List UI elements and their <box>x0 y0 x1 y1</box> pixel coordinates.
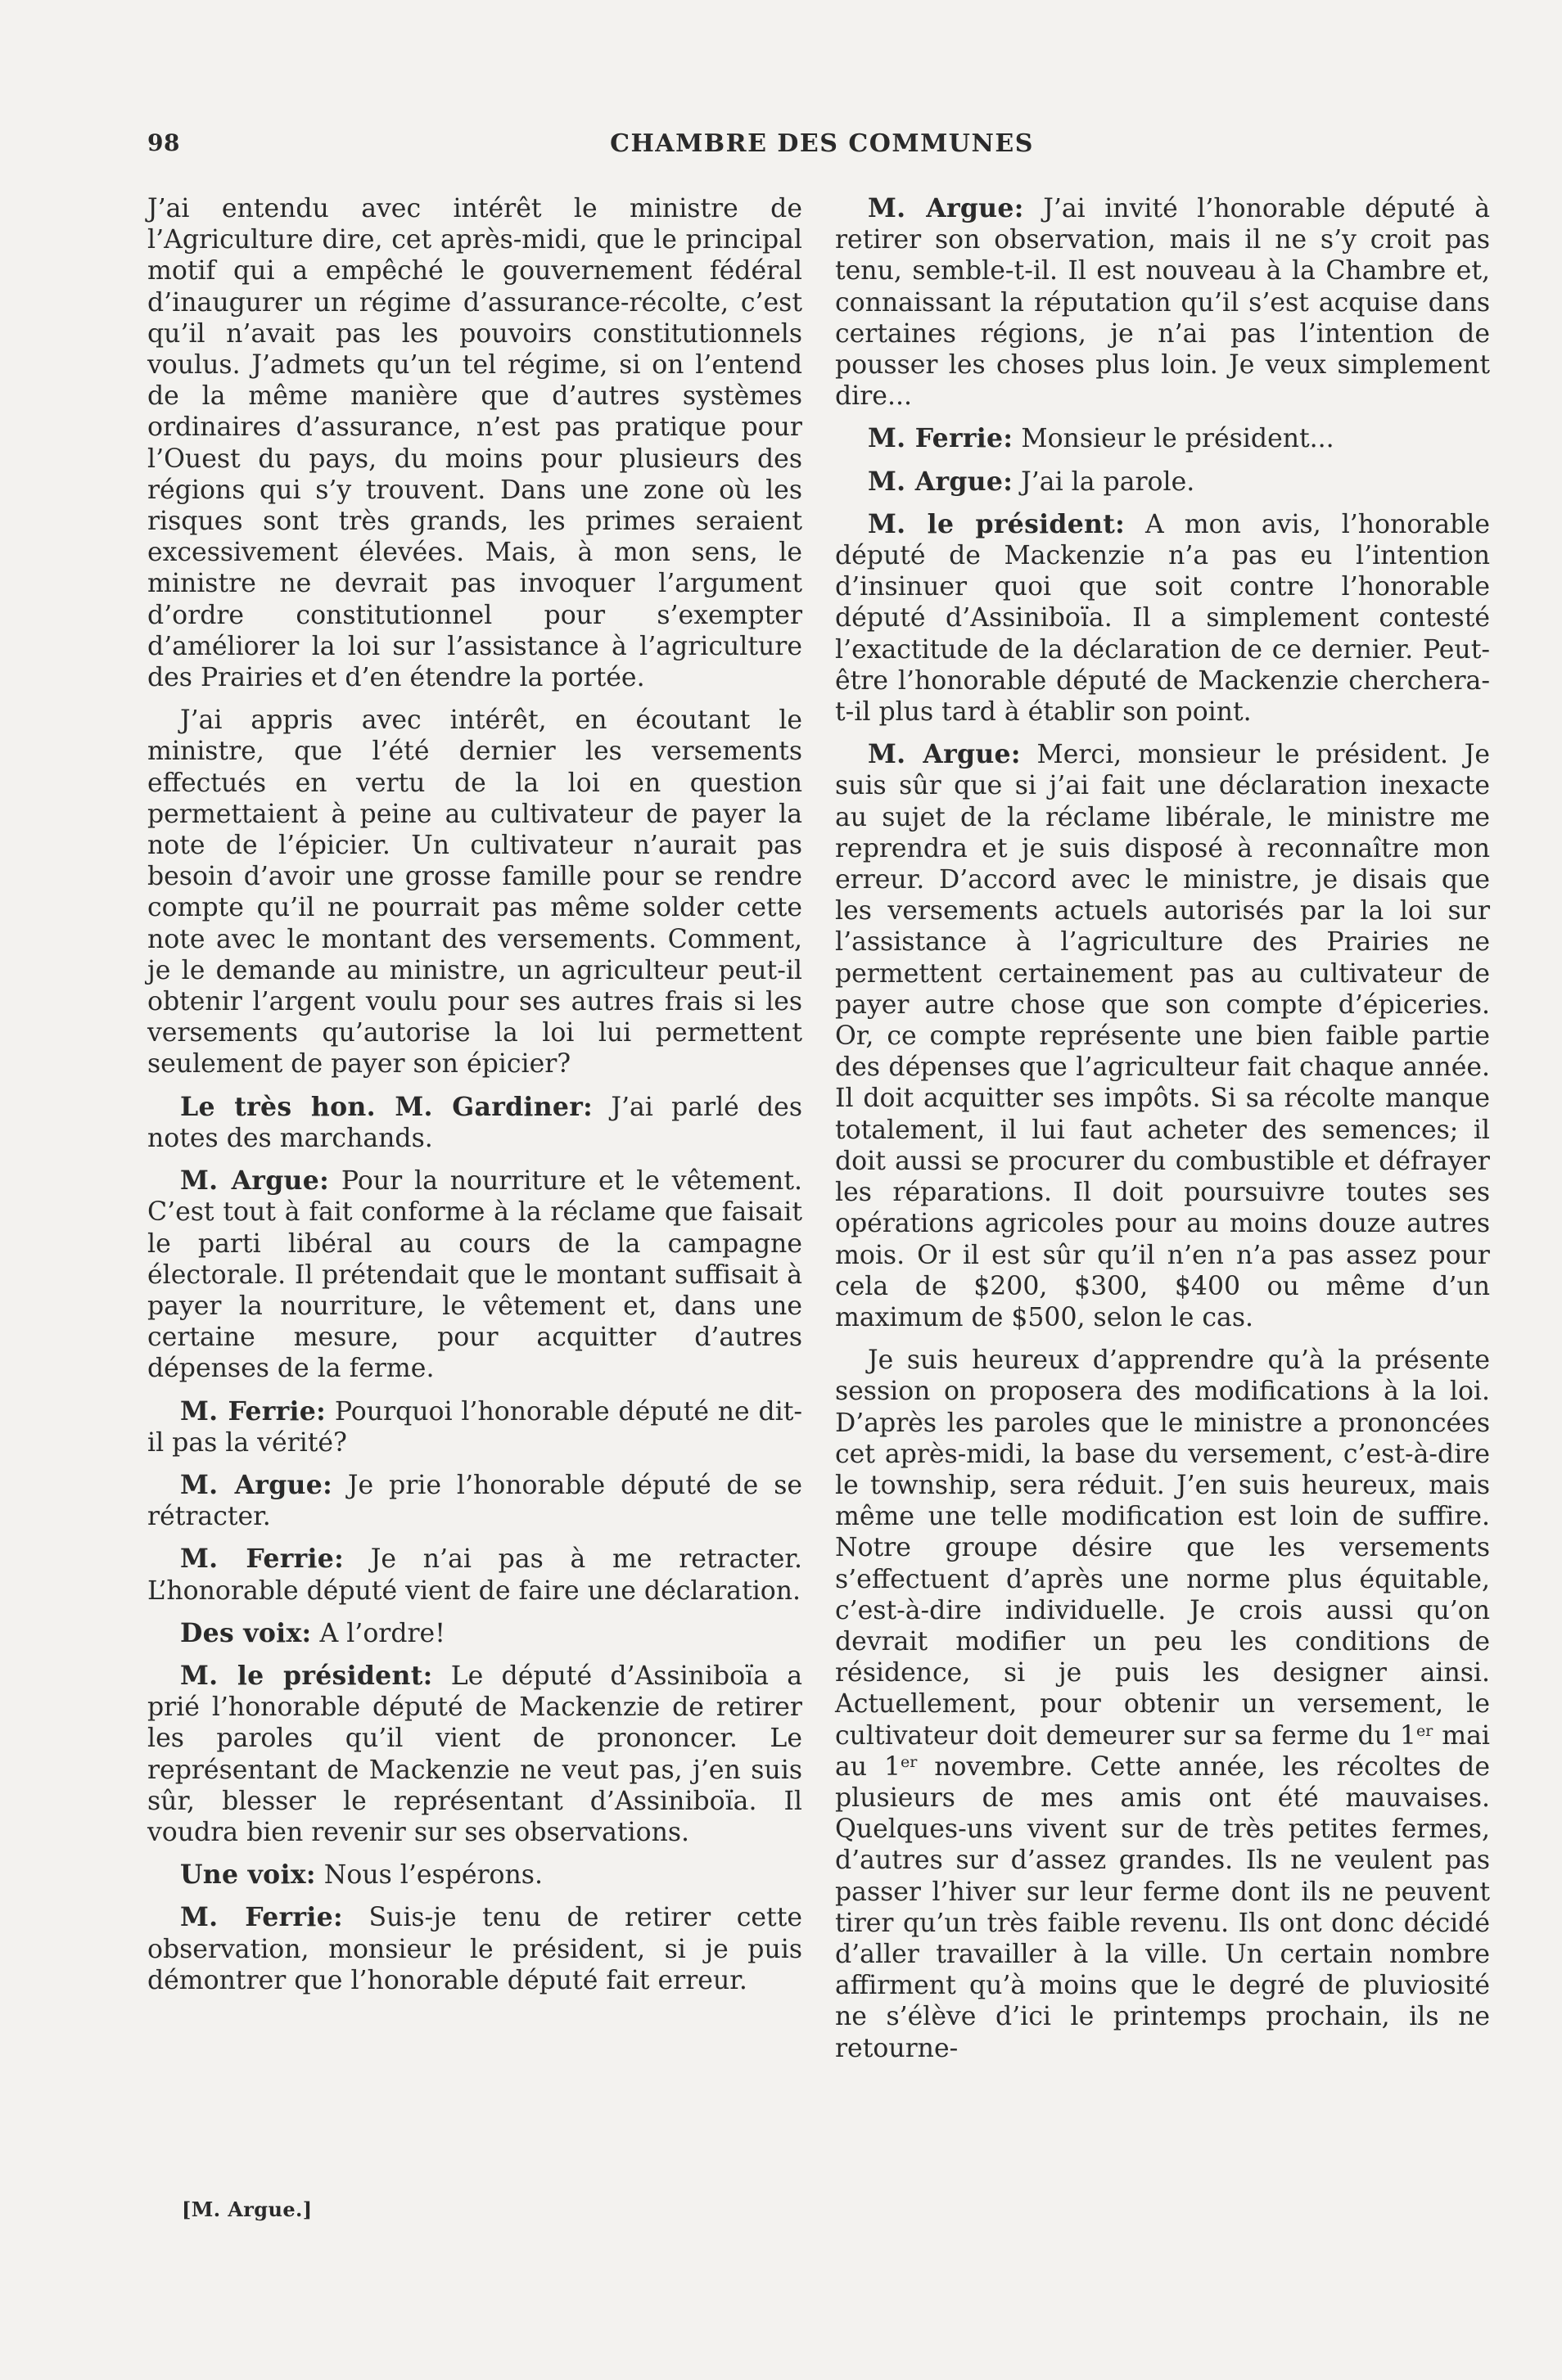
ordinal-superscript: er <box>1415 1721 1433 1740</box>
speech: M. Ferrie: Suis-je tenu de retirer cette observation, monsieur le président, si je puis démontrer que l’honorable député fait erreur. <box>147 1902 803 1995</box>
speech: M. Argue: Merci, monsieur le président. Je suis sûr que si j’ai fait une déclaration inexacte au sujet de la réclame libérale, le ministre me reprendra et je suis disposé à reconnaître mon erreur. D’accord avec le ministre, je disais que les versements actuels autorisés par la loi sur l’assistance à l’agriculture des Prairies ne permettent certainement pas au cultivateur de payer autre chose que son compte d’épiceries. Or, ce compte représente une bien faible partie des dépenses que l’agriculteur fait chaque année. Il doit acquitter ses impôts. Si sa récolte manque totalement, il lui faut acheter des semences; il doit aussi se procurer du combustible et défrayer les réparations. Il doit poursuivre toutes ses opérations agricoles pour au moins douze autres mois. Or il est sûr qu’il n’en n’a pas assez pour cela de $200, $300, $400 ou même d’un maximum de $500, selon le cas. <box>835 739 1491 1332</box>
paragraph: J’ai appris avec intérêt, en écoutant le ministre, que l’été dernier les versements effectués en vertu de la loi en question permettaient à peine au cultivateur de payer la note de l’épicier. Un cultivateur n’aurait pas besoin d’avoir une grosse famille pour se rendre compte qu’il ne pourrait pas même solder cette note avec le montant des versements. Comment, je le demande au ministre, un agriculteur peut-il obtenir l’argent voulu pour ses autres frais si les versements qu’autorise la loi lui permettent seulement de payer son épicier? <box>147 705 802 1080</box>
page-number: 98 <box>147 129 180 156</box>
left-column <box>147 193 802 2008</box>
paragraph: Je suis heureux d’apprendre qu’à la présente session on proposera des modifications à la loi. D’après les paroles que le ministre a prononcées cet après-midi, la base du versement, c’est-à-dire le township, sera réduit. J’en suis heureux, mais même une telle modification est loin de suffire. Notre groupe désire que les versements s’effectuent d’après une norme plus équitable, c’est-à-dire individuelle. Je crois aussi qu’on devrait modifier un peu les conditions de résidence, si je puis les designer ainsi. Actuellement, pour obtenir un versement, le cultivateur doit demeurer sur sa ferme du 1er mai au 1er novembre. Cette année, les récoltes de plusieurs de mes amis ont été mauvaises. Quelques-uns vivent sur de très petites fermes, d’autres sur d’assez grandes. Ils ne veulent pas passer l’hiver sur leur ferme dont ils ne peuvent tirer qu’un très faible revenu. Ils ont donc décidé d’aller travailler à la ville. Un certain nombre affirment qu’à moins que le degré de pluviosité ne s’élève d’ici le printemps prochain, ils ne retourne- <box>835 1346 1490 2063</box>
speaker-footer-note: [M. Argue.] <box>182 2197 313 2221</box>
speaker-name: Le très hon. M. Gardiner: <box>180 1091 594 1122</box>
speaker-name: M. Argue: <box>180 1165 330 1197</box>
speech: M. le président: A mon avis, l’honorable député de Mackenzie n’a pas eu l’intention d’insinuer quoi que soit contre l’honorable député d’Assiniboïa. Il a simplement contesté l’exactitude de la déclaration de ce dernier. Peut-être l’honorable député de Mackenzie cherchera-t-il plus tard à établir son point. <box>835 508 1491 728</box>
speech: Des voix: A l’ordre! <box>180 1617 445 1648</box>
speech: M. Ferrie: Monsieur le président... <box>868 423 1334 454</box>
speaker-name: M. Argue: <box>868 193 1024 223</box>
speaker-name: M. Ferrie: <box>868 423 1013 454</box>
ordinal-superscript: er <box>901 1752 918 1771</box>
speech: Une voix: Nous l’espérons. <box>180 1859 543 1891</box>
speaker-name: M. Argue: <box>868 739 1021 770</box>
paragraph: J’ai entendu avec intérêt le ministre de l’Agriculture dire, cet après-midi, que le principal motif qui a empêché le gouvernement fédéral d’inaugurer un régime d’assurance-récolte, c’est qu’il n’avait pas les pouvoirs constitutionnels voulus. J’admets qu’un tel régime, si on l’entend de la même manière que d’autres systèmes ordinaires d’assurance, n’est pas pratique pour l’Ouest du pays, du moins pour plusieurs des régions qui s’y trouvent. Dans une zone où les risques sont très grands, les primes seraient excessivement élevées. Mais, à mon sens, le ministre ne devrait pas invoquer l’argument d’ordre constitutionnel pour s’exempter d’améliorer la loi sur l’assistance à l’agriculture des Prairies et d’en étendre la portée. <box>147 194 802 693</box>
speech: M. Argue: Je prie l’honorable député de se rétracter. <box>147 1469 802 1532</box>
speaker-name: Des voix: <box>180 1617 312 1648</box>
speech: Le très hon. M. Gardiner: J’ai parlé des notes des marchands. <box>147 1091 802 1153</box>
speaker-name: Une voix: <box>180 1859 316 1891</box>
speaker-name: M. Argue: <box>180 1469 333 1500</box>
speaker-name: M. Argue: <box>868 466 1013 497</box>
speaker-name: M. Ferrie: <box>180 1902 343 1933</box>
speech: M. Argue: J’ai invité l’honorable député à retirer son observation, mais il ne s’y croit pas tenu, semble-t-il. Il est nouveau à la Chambre et, connaissant la réputation qu’il s’est acquise dans certaines régions, je n’ai pas l’intention de pousser les choses plus loin. Je veux simplement dire... <box>835 193 1490 412</box>
page-header <box>147 129 1497 169</box>
speaker-name: M. Ferrie: <box>180 1544 345 1575</box>
speech: M. Ferrie: Pourquoi l’honorable député ne dit-il pas la vérité? <box>147 1395 803 1458</box>
speaker-name: M. le président: <box>180 1660 433 1691</box>
speech: M. Argue: Pour la nourriture et le vêtement. C’est tout à fait conforme à la réclame que faisait le parti libéral au cours de la campagne électorale. Il prétendait que le montant suffisait à payer la nourriture, le vêtement et, dans une certaine mesure, pour acquitter d’autres dépenses de la ferme. <box>147 1165 803 1384</box>
speech: M. Argue: J’ai la parole. <box>868 466 1195 497</box>
speaker-name: M. le président: <box>868 508 1126 539</box>
speech: M. le président: Le député d’Assiniboïa a prié l’honorable député de Mackenzie de retirer les paroles qu’il vient de prononcer. Le représentant de Mackenzie ne veut pas, j’en suis sûr, blesser le représentant d’Assiniboïa. Il voudra bien revenir sur ses observations. <box>147 1660 802 1847</box>
right-column <box>835 193 1490 2076</box>
running-head: CHAMBRE DES COMMUNES <box>610 129 1034 158</box>
speaker-name: M. Ferrie: <box>180 1395 327 1427</box>
speech: M. Ferrie: Je n’ai pas à me retracter. L’honorable député vient de faire une déclaration. <box>147 1544 802 1606</box>
